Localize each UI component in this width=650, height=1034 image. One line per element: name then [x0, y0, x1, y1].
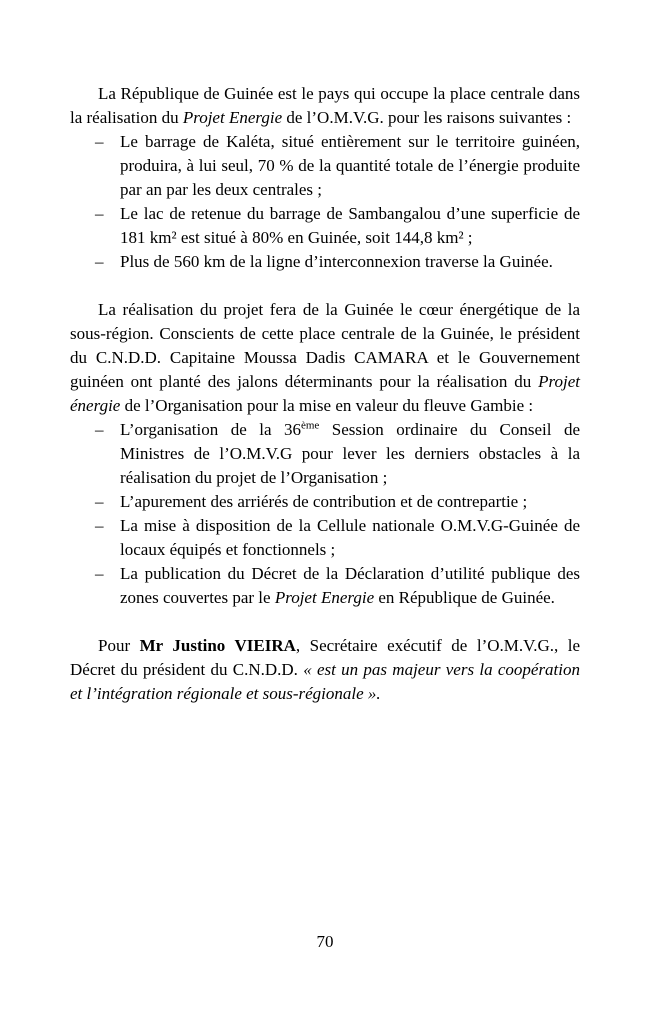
- list-item-text-end: en République de Guinée.: [374, 588, 555, 607]
- bullet-list-2: [70, 418, 580, 610]
- paragraph-2: [70, 298, 580, 418]
- paragraph-2-text-end: de l’Organisation pour la mise en valeur du fleuve Gambie :: [120, 396, 534, 415]
- paragraph-1: [70, 82, 580, 130]
- list-item-italic-title: Projet Energie: [274, 588, 375, 607]
- page-text: [70, 82, 580, 706]
- paragraph-2-text: La réalisation du projet fera de la Guinée le cœur énergétique de la sous-région. Conscients de cette place centrale de la Guinée, le président du C.N.D.D. Capitaine Moussa Dadis CAMARA et le Gouvernement guinéen ont planté des jalons déterminants pour la réalisation du: [70, 300, 580, 391]
- list-item: [70, 202, 580, 250]
- list-item: [70, 130, 580, 202]
- dash-marker: –: [95, 564, 104, 583]
- paragraph-2-italic-title: Projet énergie: [70, 372, 580, 415]
- dash-marker: –: [95, 252, 104, 271]
- paragraph-1-text: La République de Guinée est le pays qui occupe la place centrale dans la réalisation du: [70, 84, 580, 127]
- page-number: 70: [316, 932, 334, 951]
- list-item: [70, 418, 580, 490]
- list-item-text: Le lac de retenue du barrage de Sambangalou d’une superficie de 181 km² est situé à 80% en Guinée, soit 144,8 km² ;: [120, 204, 580, 247]
- list-item-text: La publication du Décret de la Déclaration d’utilité publique des zones couvertes par le: [120, 564, 580, 607]
- list-item-text: Le barrage de Kaléta, situé entièrement sur le territoire guinéen, produira, à lui seul, 70 % de la quantité totale de l’énergie produite par an par les deux centrales ;: [120, 132, 580, 199]
- list-item-text: La mise à disposition de la Cellule nationale O.M.V.G-Guinée de locaux équipés et fonctionnels ;: [120, 516, 580, 559]
- paragraph-1-italic-title: Projet Energie: [182, 108, 283, 127]
- list-item-text: Plus de 560 km de la ligne d’interconnexion traverse la Guinée.: [120, 252, 553, 271]
- dash-marker: –: [95, 132, 104, 151]
- list-item-text: L’apurement des arriérés de contribution et de contrepartie ;: [120, 492, 528, 511]
- dash-marker: –: [95, 516, 104, 535]
- list-item-text-end: Session ordinaire du Conseil de Ministres de l’O.M.V.G pour lever les derniers obstacles à la réalisation du projet de l’Organisation ;: [120, 420, 580, 487]
- person-name-bold: Mr Justino VIEIRA: [139, 636, 296, 655]
- paragraph-1-text-end: de l’O.M.V.G. pour les raisons suivantes :: [282, 108, 572, 127]
- list-item: [70, 490, 580, 514]
- list-item: [70, 250, 580, 274]
- bullet-list-1: [70, 130, 580, 274]
- ordinal-superscript: ème: [300, 419, 320, 432]
- quotation-italic: « est un pas majeur vers la coopération et l’intégration régionale et sous-régionale ».: [70, 660, 581, 703]
- list-item: [70, 514, 580, 562]
- dash-marker: –: [95, 492, 104, 511]
- list-item-text: L’organisation de la 36: [120, 420, 301, 439]
- list-item: [70, 562, 580, 610]
- paragraph-3: [70, 634, 580, 706]
- paragraph-3-text-mid: , Secrétaire exécutif de l’O.M.V.G., le Décret du président du C.N.D.D.: [70, 636, 580, 679]
- dash-marker: –: [95, 204, 104, 223]
- dash-marker: –: [95, 420, 104, 439]
- paragraph-3-text: Pour: [98, 636, 140, 655]
